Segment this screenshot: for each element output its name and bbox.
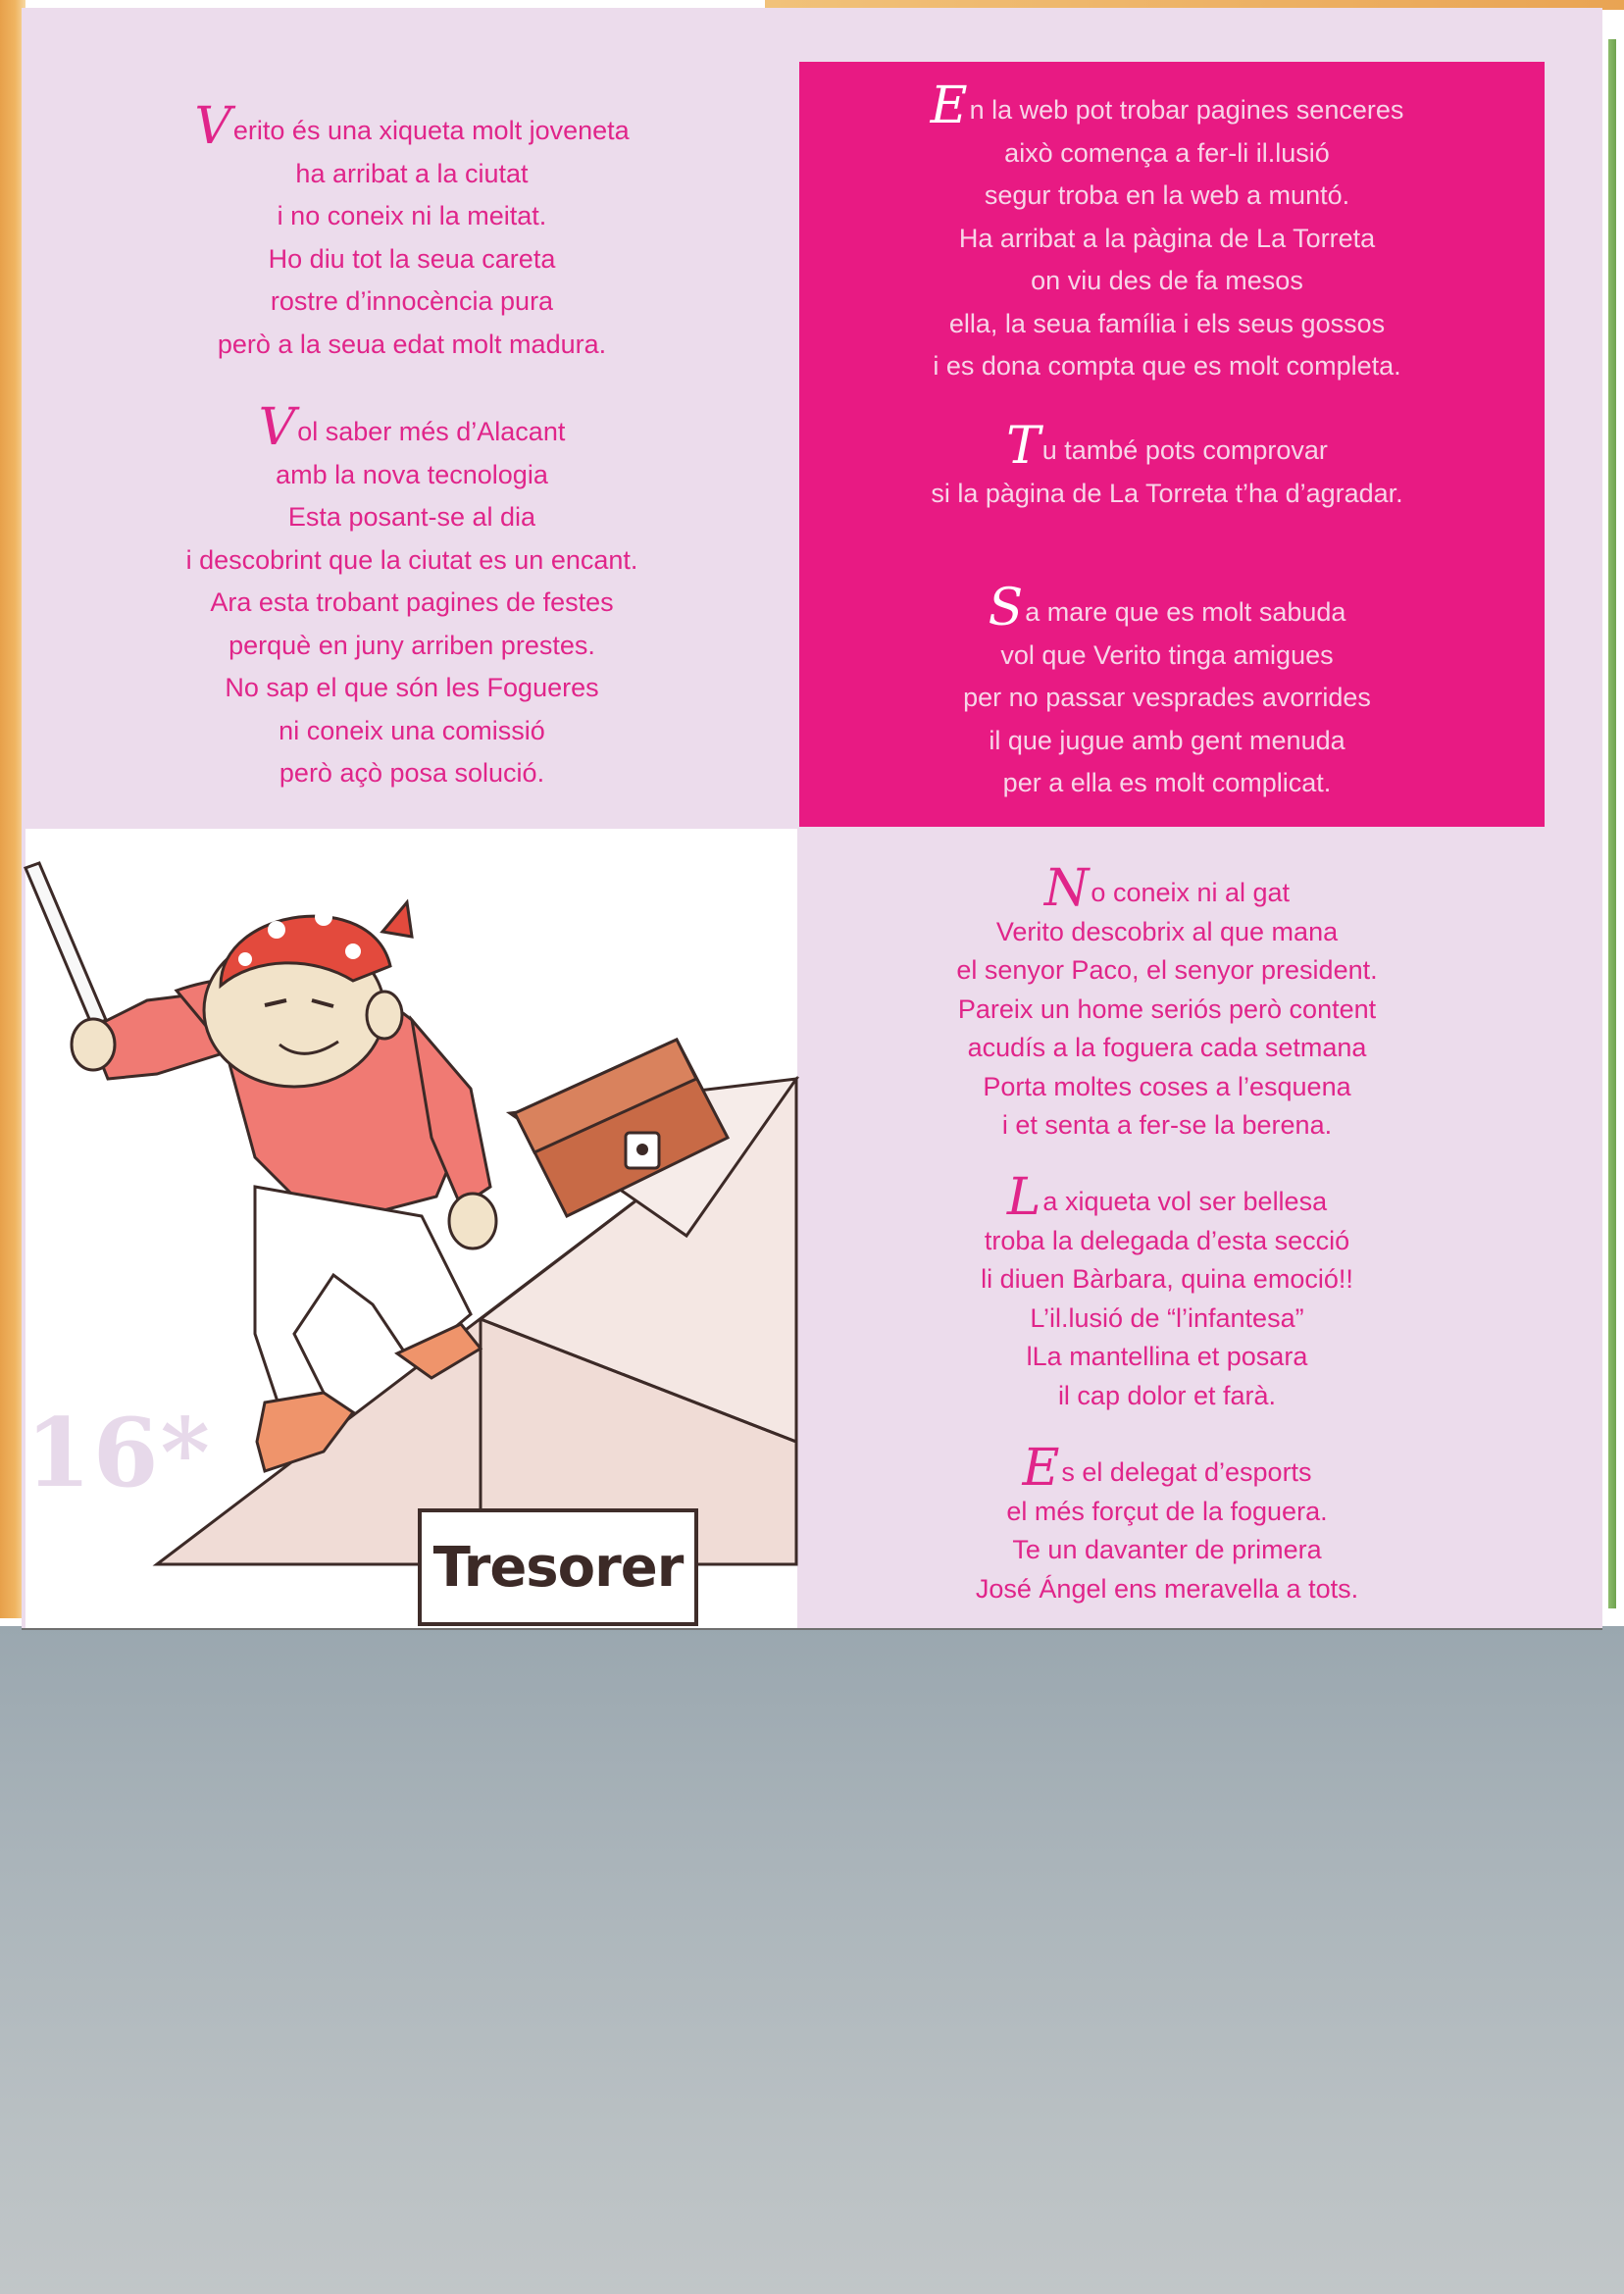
stanza-line: rostre d’innocència pura [270, 286, 554, 316]
stanza-line: Ha arribat a la pàgina de La Torreta [958, 223, 1376, 253]
stanza-line: i descobrint que la ciutat es un encant. [185, 544, 638, 575]
drop-cap-initial: N [1043, 859, 1090, 918]
stanza-line: il que jugue amb gent menuda [989, 725, 1345, 755]
stanza-line: Te un davanter de primera [1012, 1535, 1322, 1564]
role-label: Tresorer [432, 1535, 684, 1600]
role-label-box [418, 1508, 698, 1626]
stanza-line: li diuen Bàrbara, quina emoció!! [981, 1264, 1353, 1294]
stanza-line: José Ángel ens meravella a tots. [975, 1573, 1359, 1604]
stanza-line: vol que Verito tinga amigues [1000, 639, 1334, 670]
stanza-line: Pareix un home seriós però content [957, 994, 1377, 1024]
stanza-line: el més forçut de la foguera. [1006, 1496, 1328, 1526]
drop-cap-initial: L [1006, 1168, 1041, 1227]
stanza-line: La xiqueta vol ser bellesa [1006, 1168, 1328, 1227]
stanza-line: ha arribat a la ciutat [295, 158, 529, 188]
stanza-line: Vol saber més d’Alacant [258, 398, 566, 457]
drop-cap-initial: E [930, 76, 968, 135]
stanza-line: No sap el que són les Fogueres [225, 673, 599, 702]
stanza-line: Porta moltes coses a l’esquena [983, 1071, 1351, 1101]
stanza-line: el senyor Paco, el senyor president. [956, 955, 1378, 985]
stanza-line: L’il.lusió de “l’infantesa” [1030, 1302, 1304, 1333]
stanza-line: si la pàgina de La Torreta t’ha d’agradar. [931, 478, 1403, 508]
stanza-line: No coneix ni al gat [1043, 859, 1291, 918]
stanza-line: ni coneix una comissió [279, 715, 545, 745]
drop-cap-initial: S [988, 579, 1024, 637]
stanza-line: Ara esta trobant pagines de festes [210, 587, 614, 617]
stanza-line: amb la nova tecnologia [276, 459, 548, 489]
page-number: 16* [25, 1398, 212, 1508]
stanza-line: on viu des de fa mesos [1031, 266, 1303, 295]
stanza-line: per no passar vesprades avorrides [963, 683, 1371, 712]
stanza-line: Es el delegat d’esports [1022, 1439, 1312, 1498]
stanza-line: il cap dolor et farà. [1057, 1380, 1277, 1410]
stanza-line: Sa mare que es molt sabuda [988, 579, 1346, 637]
stanza-line: ella, la seua família i els seus gossos [948, 308, 1386, 338]
stanza-line: troba la delegada d’esta secció [984, 1225, 1350, 1255]
stanza-line: però açò posa solució. [279, 758, 545, 788]
stanza-line: i et senta a fer-se la berena. [1001, 1110, 1333, 1140]
stanza-line: Verito és una xiqueta molt joveneta [194, 97, 630, 156]
stanza-line: Ho diu tot la seua careta [268, 243, 556, 274]
drop-cap-initial: T [1006, 417, 1040, 476]
drop-cap-initial: V [194, 97, 231, 156]
stanza-line: però a la seua edat molt madura. [217, 329, 607, 359]
stanza-line: perquè en juny arriben prestes. [228, 630, 595, 660]
stanza-line: Verito descobrix al que mana [995, 916, 1339, 946]
stanza-line: i no coneix ni la meitat. [277, 201, 547, 230]
stanza-line: segur troba en la web a muntó. [984, 180, 1350, 210]
stanza-line: lLa mantellina et posara [1026, 1342, 1308, 1371]
drop-cap-initial: E [1022, 1439, 1060, 1498]
stanza-line: acudís a la foguera cada setmana [967, 1033, 1367, 1062]
stanza-line: i es dona compta que es molt completa. [933, 351, 1401, 381]
stanza-line: Tu també pots comprovar [1006, 417, 1328, 476]
scan-background [0, 1626, 1624, 2294]
drop-cap-initial: V [258, 398, 296, 457]
stanza-line: per a ella es molt complicat. [1002, 768, 1332, 797]
stanza-line: Esta posant-se al dia [287, 502, 536, 532]
stanza-line: això comença a fer-li il.lusió [1004, 137, 1330, 168]
stanza-line: En la web pot trobar pagines senceres [930, 76, 1404, 135]
